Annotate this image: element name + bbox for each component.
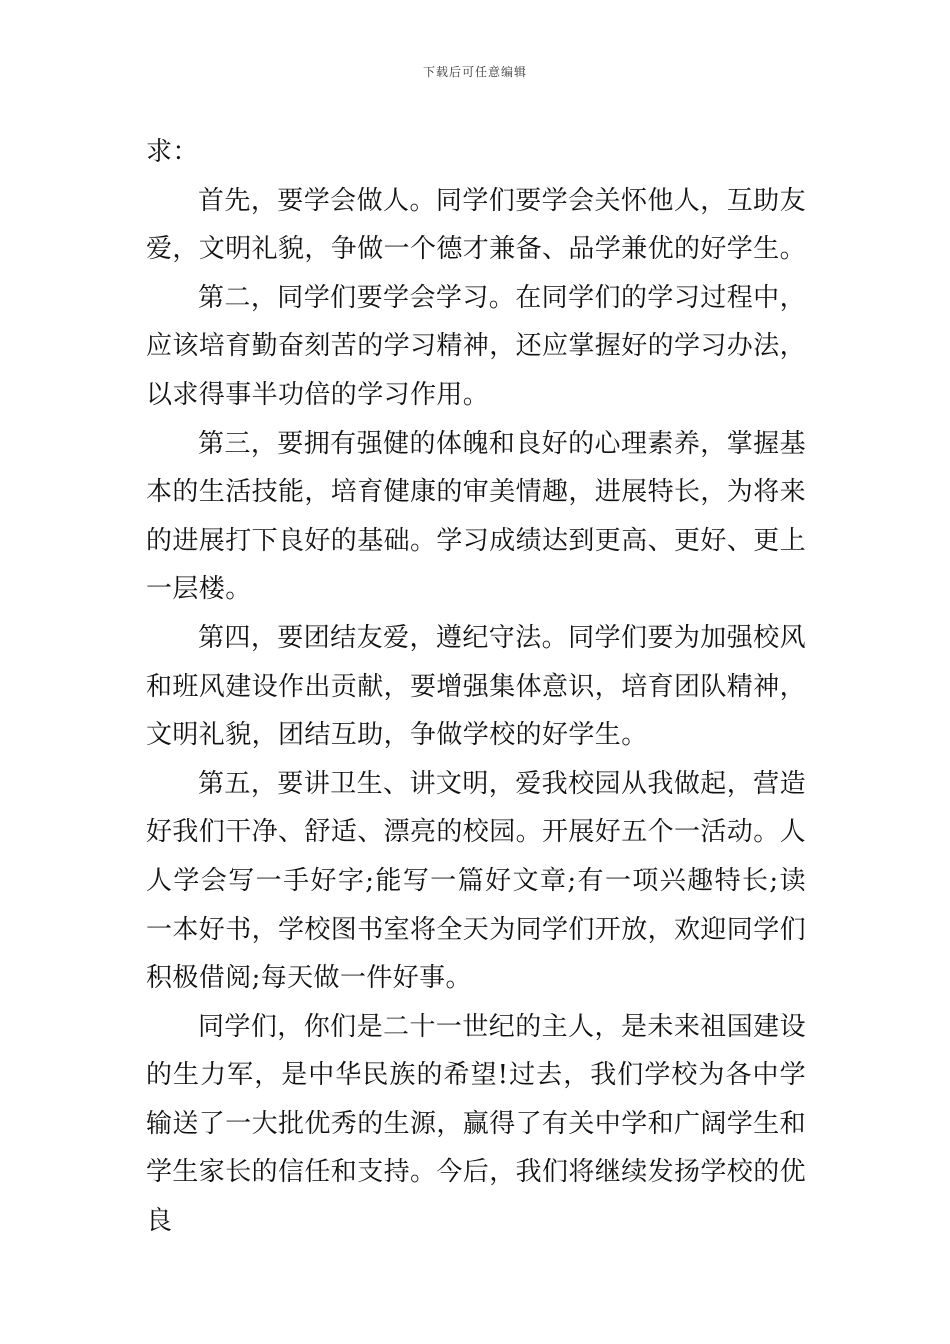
document-body [146, 128, 806, 1246]
paragraph-closing: 同学们，你们是二十一世纪的主人，是未来祖国建设的生力军，是中华民族的希望!过去，我们学校为各中学输送了一大批优秀的生源，赢得了有关中学和广阔学生和学生家长的信任和支持。今后，我们将继续发扬学校的优良 [146, 1011, 807, 1237]
paragraph-second: 第二，同学们要学会学习。在同学们的学习过程中，应该培育勤奋刻苦的学习精神，还应掌握好的学习办法，以求得事半功倍的学习作用。 [146, 282, 807, 410]
paragraph-third: 第三，要拥有强健的体魄和良好的心理素养，掌握基本的生活技能，培育健康的审美情趣，进展特长，为将来的进展打下良好的基础。学习成绩达到更高、更好、更上一层楼。 [146, 428, 807, 605]
paragraph-continuation: 求： [146, 137, 199, 167]
page-header: 下载后可任意编辑 [422, 65, 527, 79]
paragraph-fourth: 第四，要团结友爱，遵纪守法。同学们要为加强校风和班风建设作出贡献，要增强集体意识，培育团队精神，文明礼貌，团结互助，争做学校的好学生。 [146, 622, 807, 751]
paragraph-fifth: 第五，要讲卫生、讲文明，爱我校园从我做起，营造好我们干净、舒适、漂亮的校园。开展好五个一活动。人人学会写一手好字;能写一篇好文章;有一项兴趣特长;读一本好书，学校图书室将全天为同学们开放，欢迎同学们积极借阅;每天做一件好事。 [146, 768, 807, 994]
paragraph-first: 首先，要学会做人。同学们要学会关怀他人，互助友爱，文明礼貌，争做一个德才兼备、品学兼优的好学生。 [146, 185, 807, 265]
